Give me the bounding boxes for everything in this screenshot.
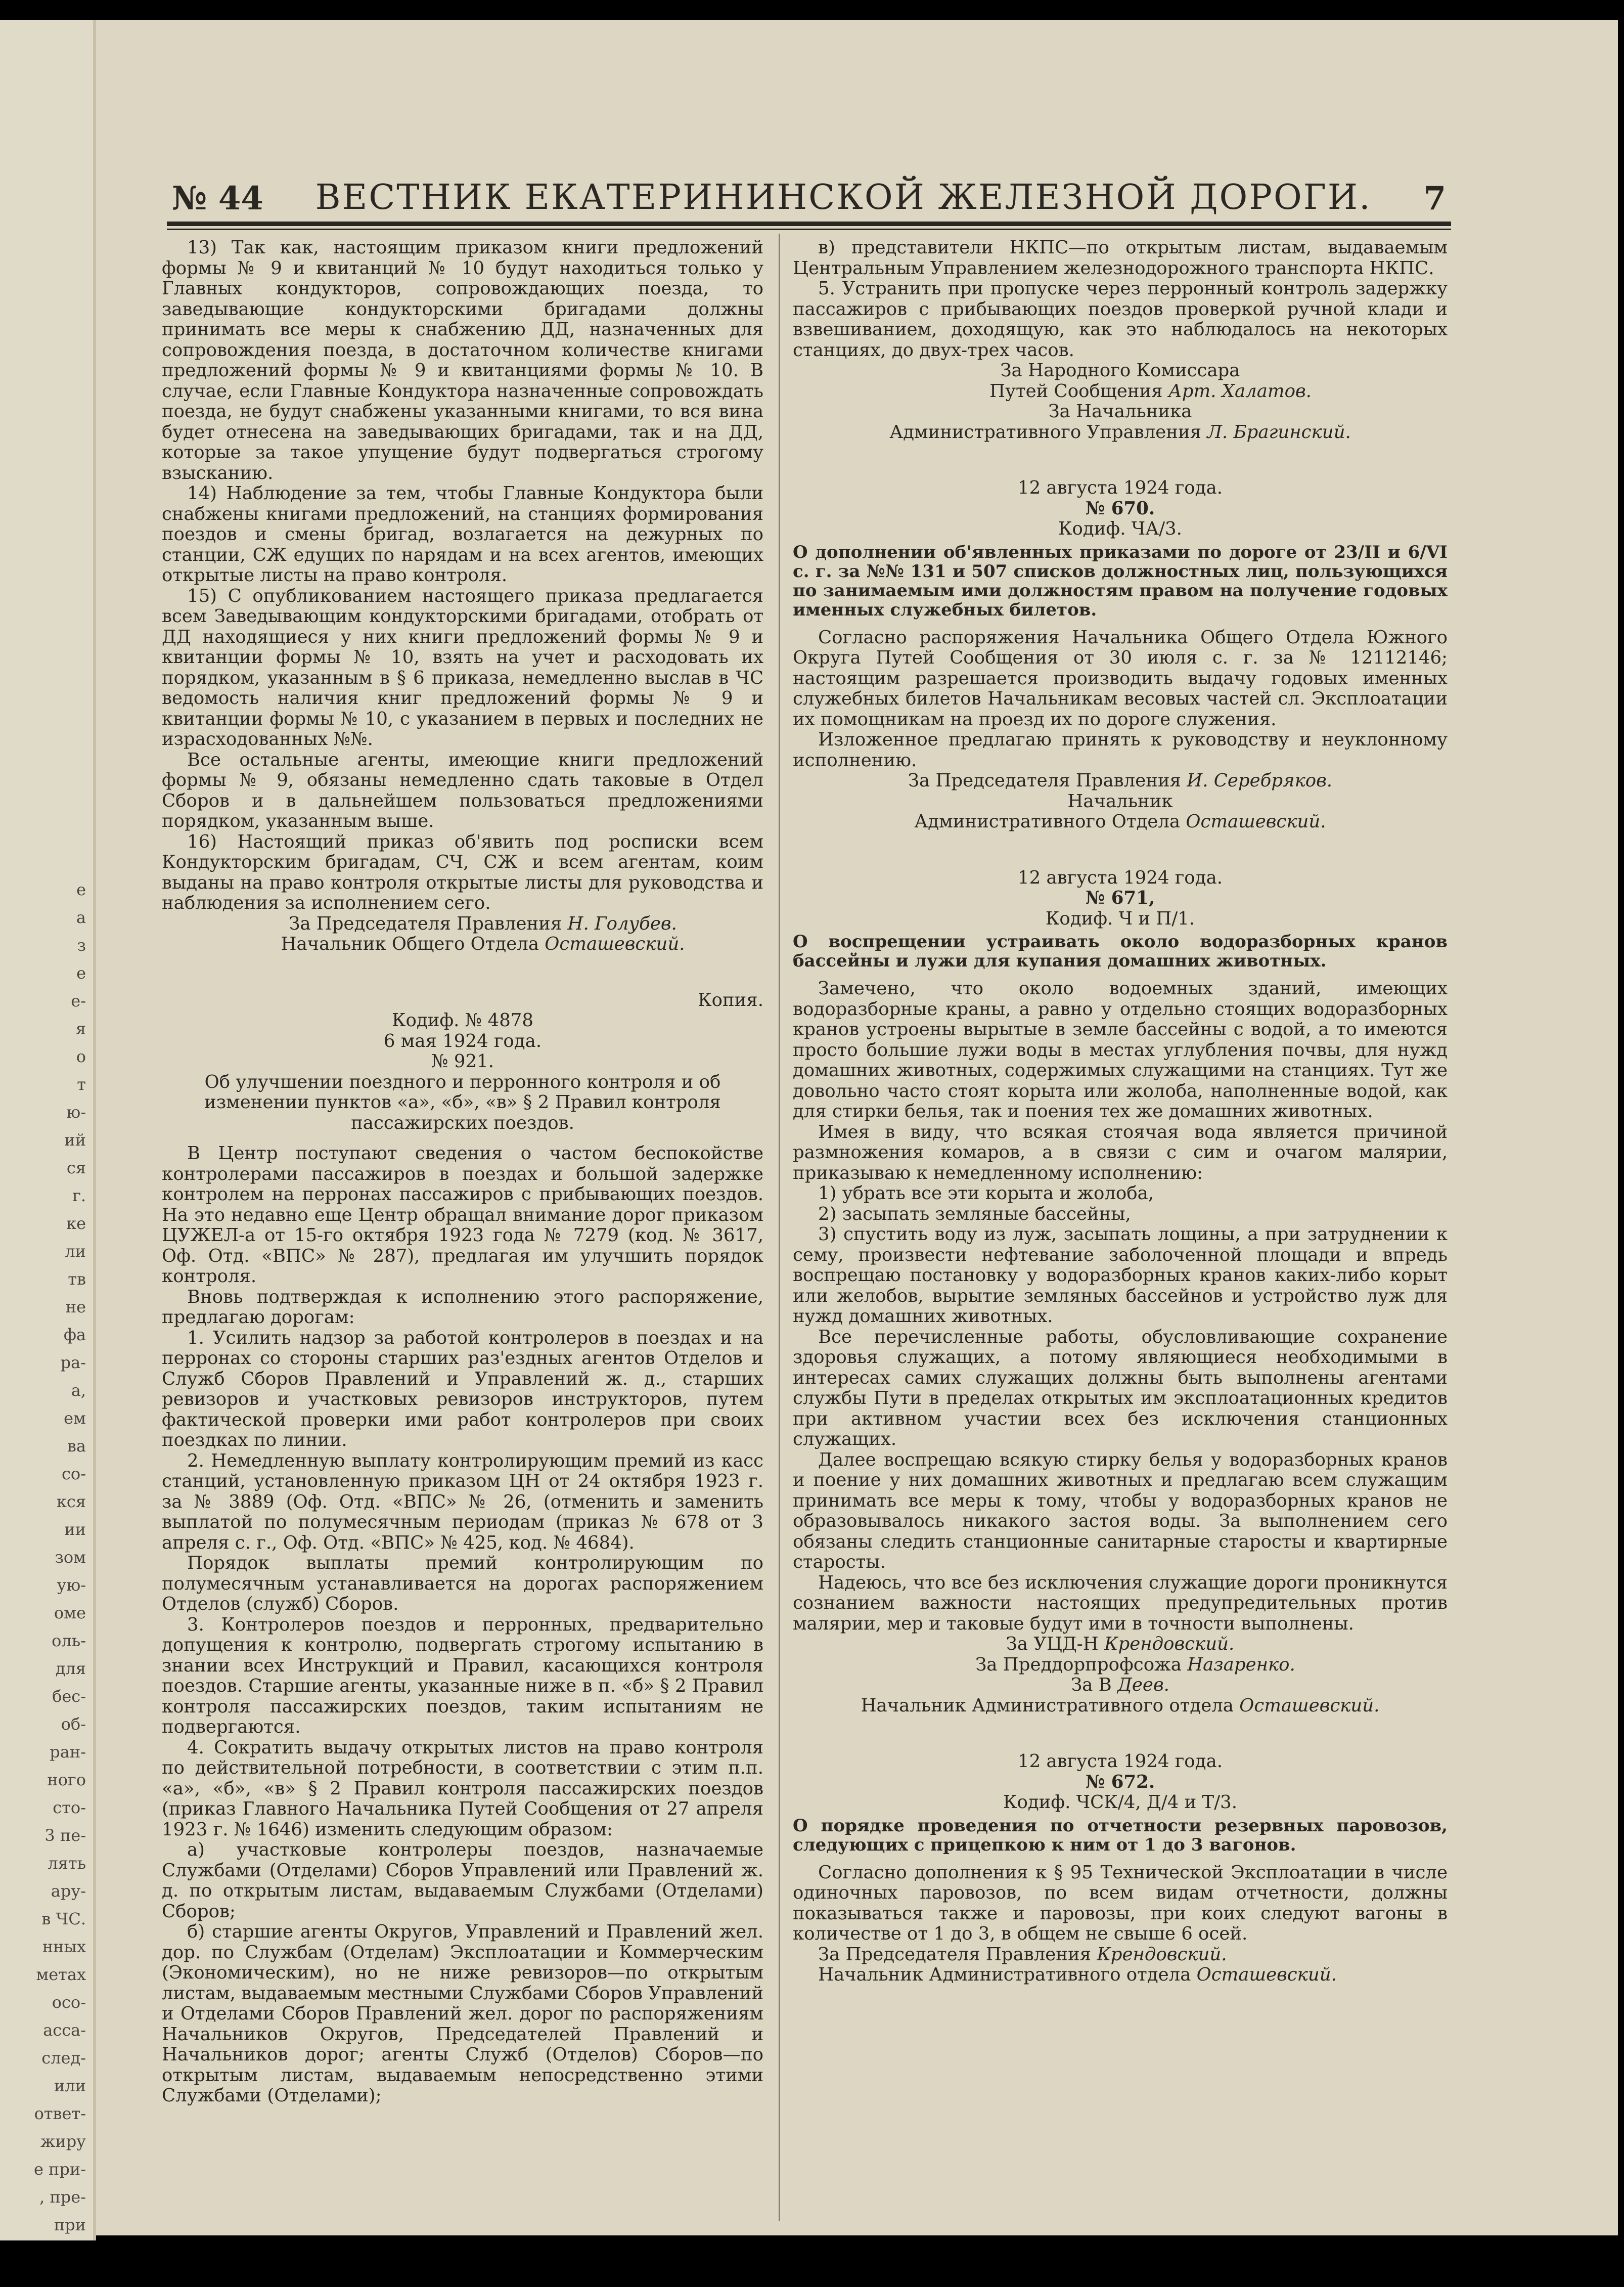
bleed-fragment: ий (64, 1130, 86, 1150)
bleed-fragment: оме (54, 1603, 86, 1622)
order-921-para-3: Порядок выплаты премий контролирующим по полумесячным устанавливается на дорогах распоряжением Отделов (служб) Сборов. (162, 1553, 763, 1614)
order-671-signature-4: Начальник Административного отдела Осташевский. (861, 1695, 1380, 1716)
order-670-para-1: Согласно распоряжения Начальника Общего Отдела Южного Округа Путей Сообщения от 30 июля с. г. за № 12112146; настоящим разрешается производить выдачу годовых именных служебных билетов Начальникам весовых частей сл. Эксплоатации их помощникам на проезд их по дороге служения. (793, 627, 1448, 730)
signature-chairman: За Председателя Правления Н. Голубев. (289, 913, 677, 934)
bleed-fragment: я (75, 1019, 86, 1038)
previous-page-edge (0, 20, 96, 2240)
order-921-item-5: 5. Устранить при пропуске через перронный контроль задержку пассажиров с прибывающих поездов проверкой ручной клади и взвешиванием, доходящую, как это наблюдалось на некоторых станциях, до двух-трех часов. (793, 278, 1448, 361)
signature-admin-dept: Административного Управления Л. Брагинский. (889, 421, 1351, 443)
order-671-number: № 671, (1085, 888, 1155, 908)
order-671-para-3: Все перечисленные работы, обусловливающие сохранение здоровья служащих, а потому являющиеся необходимыми в интересах самих служащих должны быть выполнены агентами службы Пути в пределах открытых им эксплоатационных кредитов при активном участии всех без исключения станционных служащих. (793, 1326, 1448, 1449)
bleed-fragment: метах (36, 1965, 86, 1984)
order-921-item-b: б) старшие агенты Округов, Управлений и Правлений жел. дор. по Службам (Отделам) Эксплоатации и Коммерческим (Экономическим), но не ниже ревизоров—по открытым листам, выдаваемым местными Службами Сборов Управлений и Отделами Сборов Правлений жел. дорог по распоряжениям Начальников Округов, Председателей Правлений и Начальников дорог; агенты Служб (Отделов) Сборов—по открытым листам, выдаваемым непосредственно этими Службами (Отделами); (162, 1921, 763, 2106)
order-921-item-c: в) представители НКПС—по открытым листам, выдаваемым Центральным Управлением железнодорожного транспорта НКПС. (793, 237, 1448, 279)
order-670-signature-2: Начальник (1067, 790, 1173, 812)
page-header (172, 162, 1446, 217)
order-672-number: № 672. (1085, 1771, 1155, 1792)
bleed-fragment: зом (55, 1548, 86, 1567)
signature-commissar-2: Путей Сообщения Арт. Халатов. (989, 380, 1312, 402)
bleed-fragment: ного (47, 1770, 86, 1789)
order-670-signature-3: Административного Отдела Осташевский. (914, 811, 1326, 832)
order-672-signature-2: Начальник Административного отдела Осташевский. (818, 1964, 1337, 1985)
order-671-para-2: Имея в виду, что всякая стоячая вода является причиной размножения комаров, а в связи с сим и очагом малярии, приказываю к немедленному исполнению: (793, 1121, 1448, 1183)
bleed-fragment: для (55, 1659, 86, 1678)
bleed-fragment: ке (66, 1214, 86, 1233)
order-670-para-2: Изложенное предлагаю принять к руководству и неуклонному исполнению. (793, 729, 1448, 771)
bleed-fragment: со- (62, 1464, 86, 1483)
bleed-fragment: а, (71, 1381, 86, 1400)
bleed-fragment: нных (42, 1937, 86, 1956)
order-671-para-5: Надеюсь, что все без исключения служащие дороги проникнутся сознанием важности настоящих предупредительных против малярии, мер и таковые будут ими в точности выполнены. (793, 1572, 1448, 1634)
order-921-item-3: 3. Контролеров поездов и перронных, предварительно допущения к контролю, подвергать строгому испытанию в знании всех Инструкций и Правил, касающихся контроля поездов. Старшие агенты, указанные ниже в п. «б» § 2 Правил контроля пассажирских поездов, таким испытаниям не подвергаются. (162, 1614, 763, 1737)
bleed-fragment: ару- (51, 1881, 86, 1901)
order-671-heading: О воспрещении устраивать около водоразборных кранов бассейны и лужи для купания домашних животных. (793, 932, 1448, 971)
bleed-fragment: тв (68, 1269, 86, 1289)
bleed-fragment: ли (65, 1242, 86, 1261)
bleed-fragment: не (65, 1297, 86, 1316)
order-921-item-1: 1. Усилить надзор за работой контролеров в поездах и на перронах со стороны старших раз'ездных агентов Отделов и Служб Сборов Правлений и Управлений ж. д., старших ревизоров и участковых ревизоров инструкторов, путем фактической проверки ими работ контролеров при своих поездках по линии. (162, 1327, 763, 1450)
signature-commissar: За Народного Комиссара (1000, 360, 1240, 381)
bleed-fragment: или (54, 2076, 86, 2095)
bleed-fragment: ответ- (34, 2104, 86, 2123)
newspaper-title: ВЕСТНИК ЕКАТЕРИНИНСКОЙ ЖЕЛЕЗНОЙ ДОРОГИ. (315, 178, 1372, 217)
bleed-fragment: жиру (40, 2132, 86, 2151)
order-671-para-1: Замечено, что около водоемных зданий, имеющих водоразборные краны, а равно у отдельно стоящих водоразборных кранов устроены вырытые в земле бассейны с водой, а то имеются просто большие лужи воды в местах углубления почвы, для нужд домашних животных, содержимых служащими на станциях. Тут же довольно часто стоят корыта или жолоба, наполненные водой, как для стирки белья, так и поения тех же домашних животных. (793, 978, 1448, 1122)
bleed-fragment: 3 пе- (44, 1826, 86, 1845)
bleed-fragment: лять (48, 1854, 86, 1873)
paragraph-13: 13) Так как, настоящим приказом книги предложений формы № 9 и квитанций № 10 будут находиться только у Главных кондукторов, сопровождающих поезда, то заведывающие кондукторскими бригадами должны принимать все меры к снабжению ДД, назначенных для сопровождения поезда, в достаточном количестве книгами предложений формы № 9 и квитанциями формы № 10. В случае, если Главные Кондуктора назначенные сопровождать поезда, не будут снабжены указанными книгами, то вся вина будет отнесена на заведывающих бригадами, так и на ДД, которые за такое упущение будут подвергаться строгому взысканию. (162, 237, 763, 483)
order-670-date: 12 августа 1924 года. (1018, 477, 1223, 498)
order-671-list-1: 1) убрать все эти корыта и жолоба, (818, 1183, 1154, 1204)
paragraph-14: 14) Наблюдение за тем, чтобы Главные Кондуктора были снабжены книгами предложений, на станциях формирования поездов и смены бригад, возлагается на дежурных по станции, СЖ едущих по нарядам и на всех агентов, имеющих открытые листы на право контроля. (162, 483, 763, 586)
order-921-codif: Кодиф. № 4878 (392, 1010, 533, 1031)
bleed-fragment: ю- (66, 1103, 86, 1122)
order-670-codif: Кодиф. ЧА/3. (1058, 518, 1182, 539)
paragraph-15-continued: Все остальные агенты, имеющие книги предложений формы № 9, обязаны немедленно сдать таковые в Отдел Сборов и в дальнейшем пользоваться предложениями порядком, указанным выше. (162, 749, 763, 831)
header-rule-thick (167, 222, 1451, 226)
bleed-fragment: ран- (50, 1742, 86, 1762)
bleed-fragment: а (76, 908, 86, 927)
order-670-number: № 670. (1085, 498, 1155, 519)
bleed-fragment: з (77, 936, 86, 955)
order-671-para-4: Далее воспрещаю всякую стирку белья у водоразборных кранов и поение у них домашних животных и предлагаю всем служащим принимать все меры к тому, чтобы у водоразборных кранов не образовывалось никакого застоя воды. За выполнением сего обязаны следить станционные санитарные старосты и квартирные старосты. (793, 1449, 1448, 1572)
order-671-list-3: 3) спустить воду из луж, засыпать лощины, а при затруднении к сему, произвести нефтевание заболоченной площади и впредь воспрещаю постановку у водоразборных кранов каких-либо корыт или желобов, вырытие земляных бассейнов и устройство луж для нужд домашних животных. (793, 1224, 1448, 1327)
order-672-heading: О порядке проведения по отчетности резервных паровозов, следующих с прицепкою к ним от 1 до 3 вагонов. (793, 1815, 1448, 1855)
order-671-signature-1: За УЦД-Н Крендовский. (1006, 1634, 1235, 1654)
order-672-para-1: Согласно дополнения к § 95 Технической Эксплоатации в числе одиночных паровозов, по всем видам отчетности, должны показываться также и паровозы, при коих следуют вагоны в количестве от 1 до 3, в общем не свыше 6 осей. (793, 1862, 1448, 1944)
bleed-fragment: ем (64, 1409, 86, 1428)
right-column (793, 238, 1448, 1986)
bleed-fragment: кся (56, 1492, 86, 1511)
order-671-list-2: 2) засыпать земляные бассейны, (818, 1203, 1131, 1224)
left-column (162, 238, 763, 2106)
bleed-fragment: т (77, 1075, 86, 1094)
signature-general-dept: Начальник Общего Отдела Осташевский. (281, 934, 685, 954)
order-921-item-2: 2. Немедленную выплату контролирующим премий из касс станций, установленную приказом ЦН от 24 октября 1923 г. за № 3889 (Оф. Отд. «ВПС» № 26, (отменить и заменить выплатой по полумесячным периодам (приказ № 678 от 3 апреля с. г., Оф. Отд. «ВПС» № 425, код. № 4684). (162, 1450, 763, 1553)
order-672-date: 12 августа 1924 года. (1018, 1751, 1223, 1772)
order-921-number: № 921. (431, 1051, 494, 1072)
bleed-fragment: след- (41, 2048, 86, 2068)
column-divider (779, 234, 780, 2221)
order-671-signature-2: За Преддорпрофсожа Назаренко. (975, 1654, 1295, 1675)
paragraph-15: 15) С опубликованием настоящего приказа предлагается всем Заведывающим кондукторскими бригадами, отобрать от ДД находящиеся у них книги предложений формы № 9 и квитанции формы № 10, взять на учет и расходовать их порядком, указанным в § 6 приказа, немедленно выслав в ЧС ведомость наличия книг предложений формы № 9 и квитанции формы № 10, с указанием в первых и последних не израсходованных №№. (162, 585, 763, 750)
bleed-fragment: в ЧС. (41, 1909, 86, 1928)
bleed-fragment: сто- (53, 1798, 86, 1817)
order-671-codif: Кодиф. Ч и П/1. (1045, 908, 1195, 929)
order-921-item-a: а) участковые контролеры поездов, назначаемые Службами (Отделами) Сборов Управлений или Правлений ж. д. по открытым листам, выдаваемым Службами (Отделами) Сборов; (162, 1839, 763, 1922)
bleed-fragment: ую- (57, 1575, 86, 1595)
bleed-fragment: о (76, 1047, 86, 1066)
bleed-fragment: е при- (33, 2160, 86, 2179)
order-921-date: 6 мая 1924 года. (383, 1030, 542, 1051)
order-921-heading: Об улучшении поездного и перронного контроля и об изменении пунктов «а», «б», «в» § 2 Правил контроля пассажирских поездов. (204, 1071, 721, 1133)
order-672-codif: Кодиф. ЧСК/4, Д/4 и Т/3. (1003, 1792, 1238, 1813)
bleed-fragment: е (76, 880, 86, 899)
bleed-fragment: оль- (52, 1631, 86, 1650)
order-671-date: 12 августа 1924 года. (1018, 867, 1223, 888)
header-rule-thin (167, 229, 1451, 230)
bleed-fragment: ся (66, 1158, 86, 1177)
order-671-signature-3: За В Деев. (1071, 1675, 1169, 1695)
page-number: 7 (1423, 180, 1446, 217)
bleed-fragment: об- (61, 1714, 86, 1734)
bleed-fragment: ва (67, 1436, 86, 1456)
paragraph-16: 16) Настоящий приказ об'явить под росписки всем Кондукторским бригадам, СЧ, СЖ и всем агентам, коим выданы на право контроля открытые листы для руководства и наблюдения за исполнением сего. (162, 831, 763, 913)
order-921-para-2: Вновь подтверждая к исполнению этого распоряжение, предлагаю дорогам: (162, 1286, 763, 1328)
bleed-fragment: е- (71, 991, 86, 1010)
bleed-fragment: г. (72, 1186, 86, 1205)
order-921-item-4: 4. Сократить выдачу открытых листов на право контроля по действительной потребности, в соответствии с этим п.п. «а», «б», «в» § 2 Правил контроля пассажирских поездов (приказ Главного Начальника Путей Сообщения от 27 апреля 1923 г. № 1646) изменить следующим образом: (162, 1737, 763, 1840)
bleed-fragment: ра- (60, 1353, 86, 1372)
order-670-signature-1: За Председателя Правления И. Серебряков. (908, 770, 1333, 791)
bleed-fragment: ии (64, 1520, 86, 1539)
order-921-para-1: В Центр поступают сведения о частом беспокойстве контролерами пассажиров в поездах и большой задержке контролем на перронах пассажиров с прибывающих поездов. На это недавно еще Центр обращал внимание дорог приказом ЦУЖЕЛ-а от 15-го октября 1923 года № 7279 (код. № 3617, Оф. Отд. «ВПС» № 287), предлагая им улучшить порядок контроля. (162, 1143, 763, 1287)
bleed-fragment: фа (63, 1325, 86, 1344)
bleed-fragment: осо- (52, 1993, 86, 2012)
order-672-signature-1: За Председателя Правления Крендовский. (818, 1944, 1227, 1965)
bleed-fragment: е (76, 963, 86, 983)
copy-mark: Копия. (698, 989, 763, 1010)
bleed-fragment: бес- (52, 1687, 86, 1706)
bleed-fragment: , пре- (39, 2187, 86, 2207)
signature-admin-head: За Начальника (1048, 401, 1192, 422)
bleed-fragment: асса- (43, 2020, 86, 2040)
issue-number: № 44 (172, 180, 263, 217)
order-670-heading: О дополнении об'явленных приказами по дороге от 23/II и 6/VI с. г. за №№ 131 и 507 списков должностных лиц, пользующихся по занимаемым ими должностям правом на получение годовых именных служебных билетов. (793, 542, 1448, 620)
bleed-fragment: при (54, 2215, 86, 2234)
